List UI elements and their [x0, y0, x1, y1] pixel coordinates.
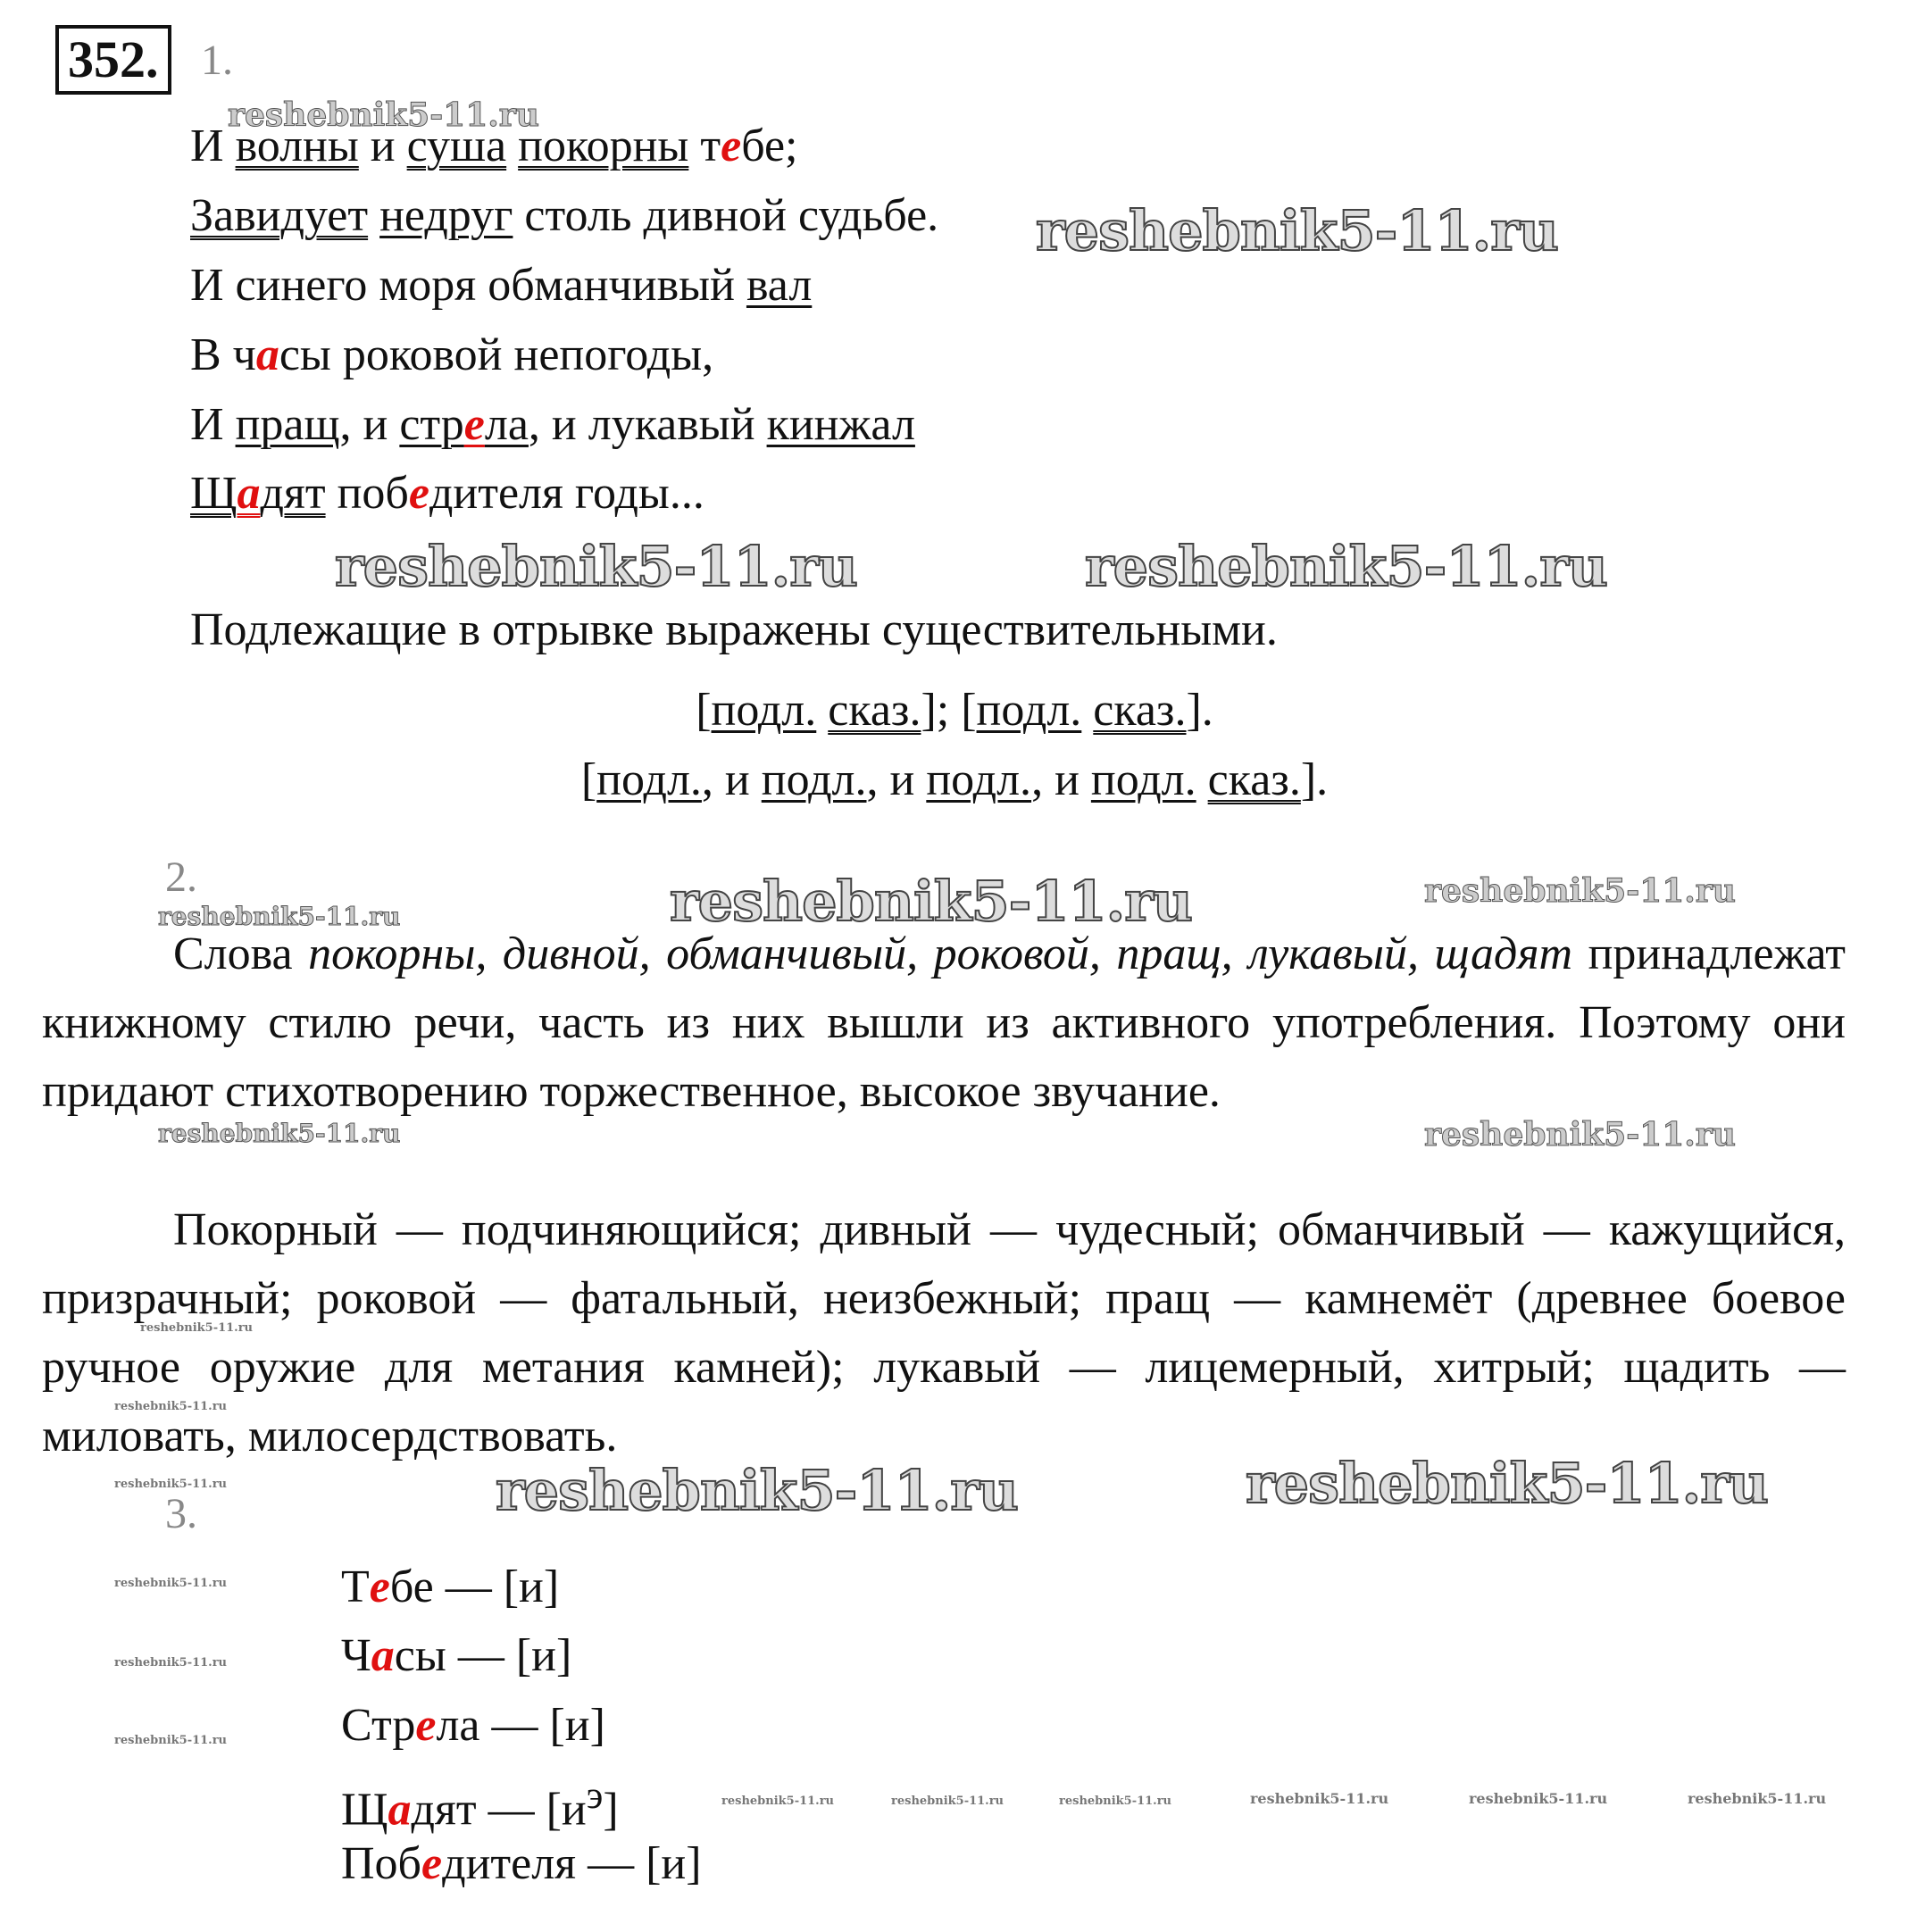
underlined-word: стр: [399, 399, 464, 450]
text-segment: т: [688, 121, 721, 171]
text-segment: [: [696, 685, 712, 736]
exercise-number: 352.: [55, 25, 171, 95]
text-segment: И: [190, 399, 236, 450]
underlined-word: подл.: [976, 685, 1082, 736]
watermark: reshebnik5-11.ru: [1250, 1790, 1389, 1807]
phonetic-line-3: [341, 1699, 605, 1753]
underlined-word: Щ: [190, 468, 238, 519]
watermark: reshebnik5-11.ru: [114, 1400, 228, 1413]
verse-line-6: [190, 467, 704, 520]
underlined-word: волны: [235, 121, 359, 171]
verse-line-2: [190, 189, 938, 243]
underlined-word: сказ.: [828, 685, 921, 736]
item-number-2: 2.: [165, 854, 197, 901]
text-segment: [368, 190, 379, 241]
text-segment: принадлежат книжному стилю речи, часть из них вышли из активного употребления. Поэтому они придают стихотворению торжественное, высокое звучание.: [42, 929, 1846, 1117]
text-segment: , и: [701, 754, 762, 805]
item-number-3: 3.: [165, 1490, 197, 1537]
underlined-word: вал: [746, 260, 813, 311]
sentence-scheme-1: [0, 684, 1909, 737]
text-segment: , и: [866, 754, 927, 805]
underlined-word: сказ.: [1207, 754, 1301, 805]
watermark: reshebnik5-11.ru: [114, 1734, 228, 1747]
text-segment: [: [580, 754, 597, 805]
underlined-word: кинжал: [766, 399, 915, 450]
underlined-word: дят: [260, 468, 326, 519]
stressed-vowel: е: [415, 1700, 437, 1751]
underlined-word: Завидует: [190, 190, 369, 241]
text-segment: бе;: [741, 121, 798, 171]
text-segment: ].: [1186, 685, 1213, 736]
sentence-scheme-2: [0, 754, 1909, 807]
text-segment: бе — [и]: [389, 1561, 560, 1612]
watermark: reshebnik5-11.ru: [670, 869, 1192, 934]
watermark: reshebnik5-11.ru: [114, 1656, 228, 1670]
watermark: reshebnik5-11.ru: [158, 1119, 401, 1148]
stressed-vowel: е: [369, 1561, 390, 1612]
watermark: reshebnik5-11.ru: [1059, 1795, 1172, 1808]
phonetic-line-2: [341, 1629, 571, 1683]
text-segment: покорны, дивной, обманчивый, роковой, пращ, лукавый, щадят: [308, 929, 1573, 979]
underlined-word: ла: [484, 399, 529, 450]
underlined-word: подл.: [926, 754, 1032, 805]
watermark: reshebnik5-11.ru: [1688, 1790, 1827, 1807]
text-segment: [1081, 685, 1093, 736]
stressed-vowel: а: [255, 329, 279, 380]
underlined-word: подл.: [761, 754, 867, 805]
watermark: reshebnik5-11.ru: [1246, 1451, 1768, 1516]
text-segment: и: [358, 121, 407, 171]
text-segment: ла — [и]: [436, 1700, 605, 1751]
underlined-word: подл.: [1090, 754, 1196, 805]
text-segment: И синего моря обманчивый: [190, 260, 746, 311]
paragraph-style-note: [42, 920, 1846, 1126]
text-segment: Слова: [173, 929, 309, 979]
text-segment: [1196, 754, 1208, 805]
stressed-vowel: а: [388, 1784, 412, 1836]
stressed-vowel: е: [421, 1838, 443, 1889]
watermark: reshebnik5-11.ru: [114, 1478, 228, 1491]
stressed-vowel: а: [371, 1630, 395, 1681]
watermark: reshebnik5-11.ru: [1085, 534, 1607, 599]
underlined-word: подл.: [711, 685, 817, 736]
stressed-vowel: е: [408, 468, 429, 519]
text-segment: ]: [603, 1784, 619, 1836]
text-segment: Щ: [341, 1784, 388, 1836]
underlined-word: подл.: [596, 754, 702, 805]
text-segment: дителя — [и]: [442, 1838, 702, 1889]
watermark: reshebnik5-11.ru: [335, 534, 857, 599]
phonetic-line-4: [341, 1769, 619, 1836]
underlined-word: пращ: [235, 399, 340, 450]
text-segment: , и лукавый: [528, 399, 767, 450]
text-segment: дят — [и: [411, 1784, 587, 1836]
underlined-word: сказ.: [1093, 685, 1187, 736]
text-segment: И: [190, 121, 236, 171]
text-segment: Поб: [341, 1838, 422, 1889]
text-segment: ].: [1300, 754, 1329, 805]
watermark: reshebnik5-11.ru: [140, 1321, 254, 1335]
text-segment: дителя годы...: [429, 468, 704, 519]
watermark: reshebnik5-11.ru: [1036, 198, 1558, 263]
text-segment: В ч: [190, 329, 256, 380]
text-segment: сы роковой непогоды,: [279, 329, 714, 380]
verse-line-3: [190, 259, 812, 312]
phonetic-line-5: [341, 1837, 702, 1891]
watermark: reshebnik5-11.ru: [1469, 1790, 1608, 1807]
watermark: reshebnik5-11.ru: [228, 96, 539, 134]
watermark: reshebnik5-11.ru: [1424, 872, 1736, 910]
watermark: reshebnik5-11.ru: [891, 1795, 1005, 1808]
item-number-1: 1.: [201, 37, 233, 84]
verse-line-4: [190, 329, 713, 382]
watermark: reshebnik5-11.ru: [496, 1458, 1018, 1523]
text-segment: [816, 685, 828, 736]
paragraph-glossary: Покорный — подчиняющийся; дивный — чудесный; обманчивый — кажущийся, призрачный; роковой — фатальный, неизбежный; пращ — камнемёт (древнее боевое ручное оружие для метания камней); лукавый — лицемерный, хитрый; щадить — миловать, милосердствовать.: [42, 1204, 1846, 1461]
text-segment: сы — [и]: [394, 1630, 572, 1681]
underlined-word: суша: [406, 121, 507, 171]
text-segment: Т: [341, 1561, 370, 1612]
phonetic-line-1: [341, 1561, 559, 1614]
text-segment: поб: [325, 468, 409, 519]
text-segment: э: [586, 1774, 604, 1817]
subject-note: Подлежащие в отрывке выражены существительными.: [190, 604, 1278, 655]
text-segment: , и: [1031, 754, 1091, 805]
watermark: reshebnik5-11.ru: [1424, 1116, 1736, 1153]
watermark: reshebnik5-11.ru: [158, 902, 401, 931]
underlined-word: недруг: [379, 190, 513, 241]
underlined-word: покорны: [518, 121, 689, 171]
verse-line-5: [190, 398, 915, 452]
text-segment: Ч: [341, 1630, 371, 1681]
text-segment: , и: [339, 399, 400, 450]
stressed-vowel: а: [237, 468, 261, 519]
watermark: reshebnik5-11.ru: [114, 1577, 228, 1590]
watermark: reshebnik5-11.ru: [721, 1795, 835, 1808]
text-segment: ]; [: [921, 685, 977, 736]
text-segment: столь дивной судьбе.: [513, 190, 939, 241]
text-segment: Стр: [341, 1700, 416, 1751]
stressed-vowel: е: [721, 121, 742, 171]
stressed-vowel: е: [463, 399, 485, 450]
